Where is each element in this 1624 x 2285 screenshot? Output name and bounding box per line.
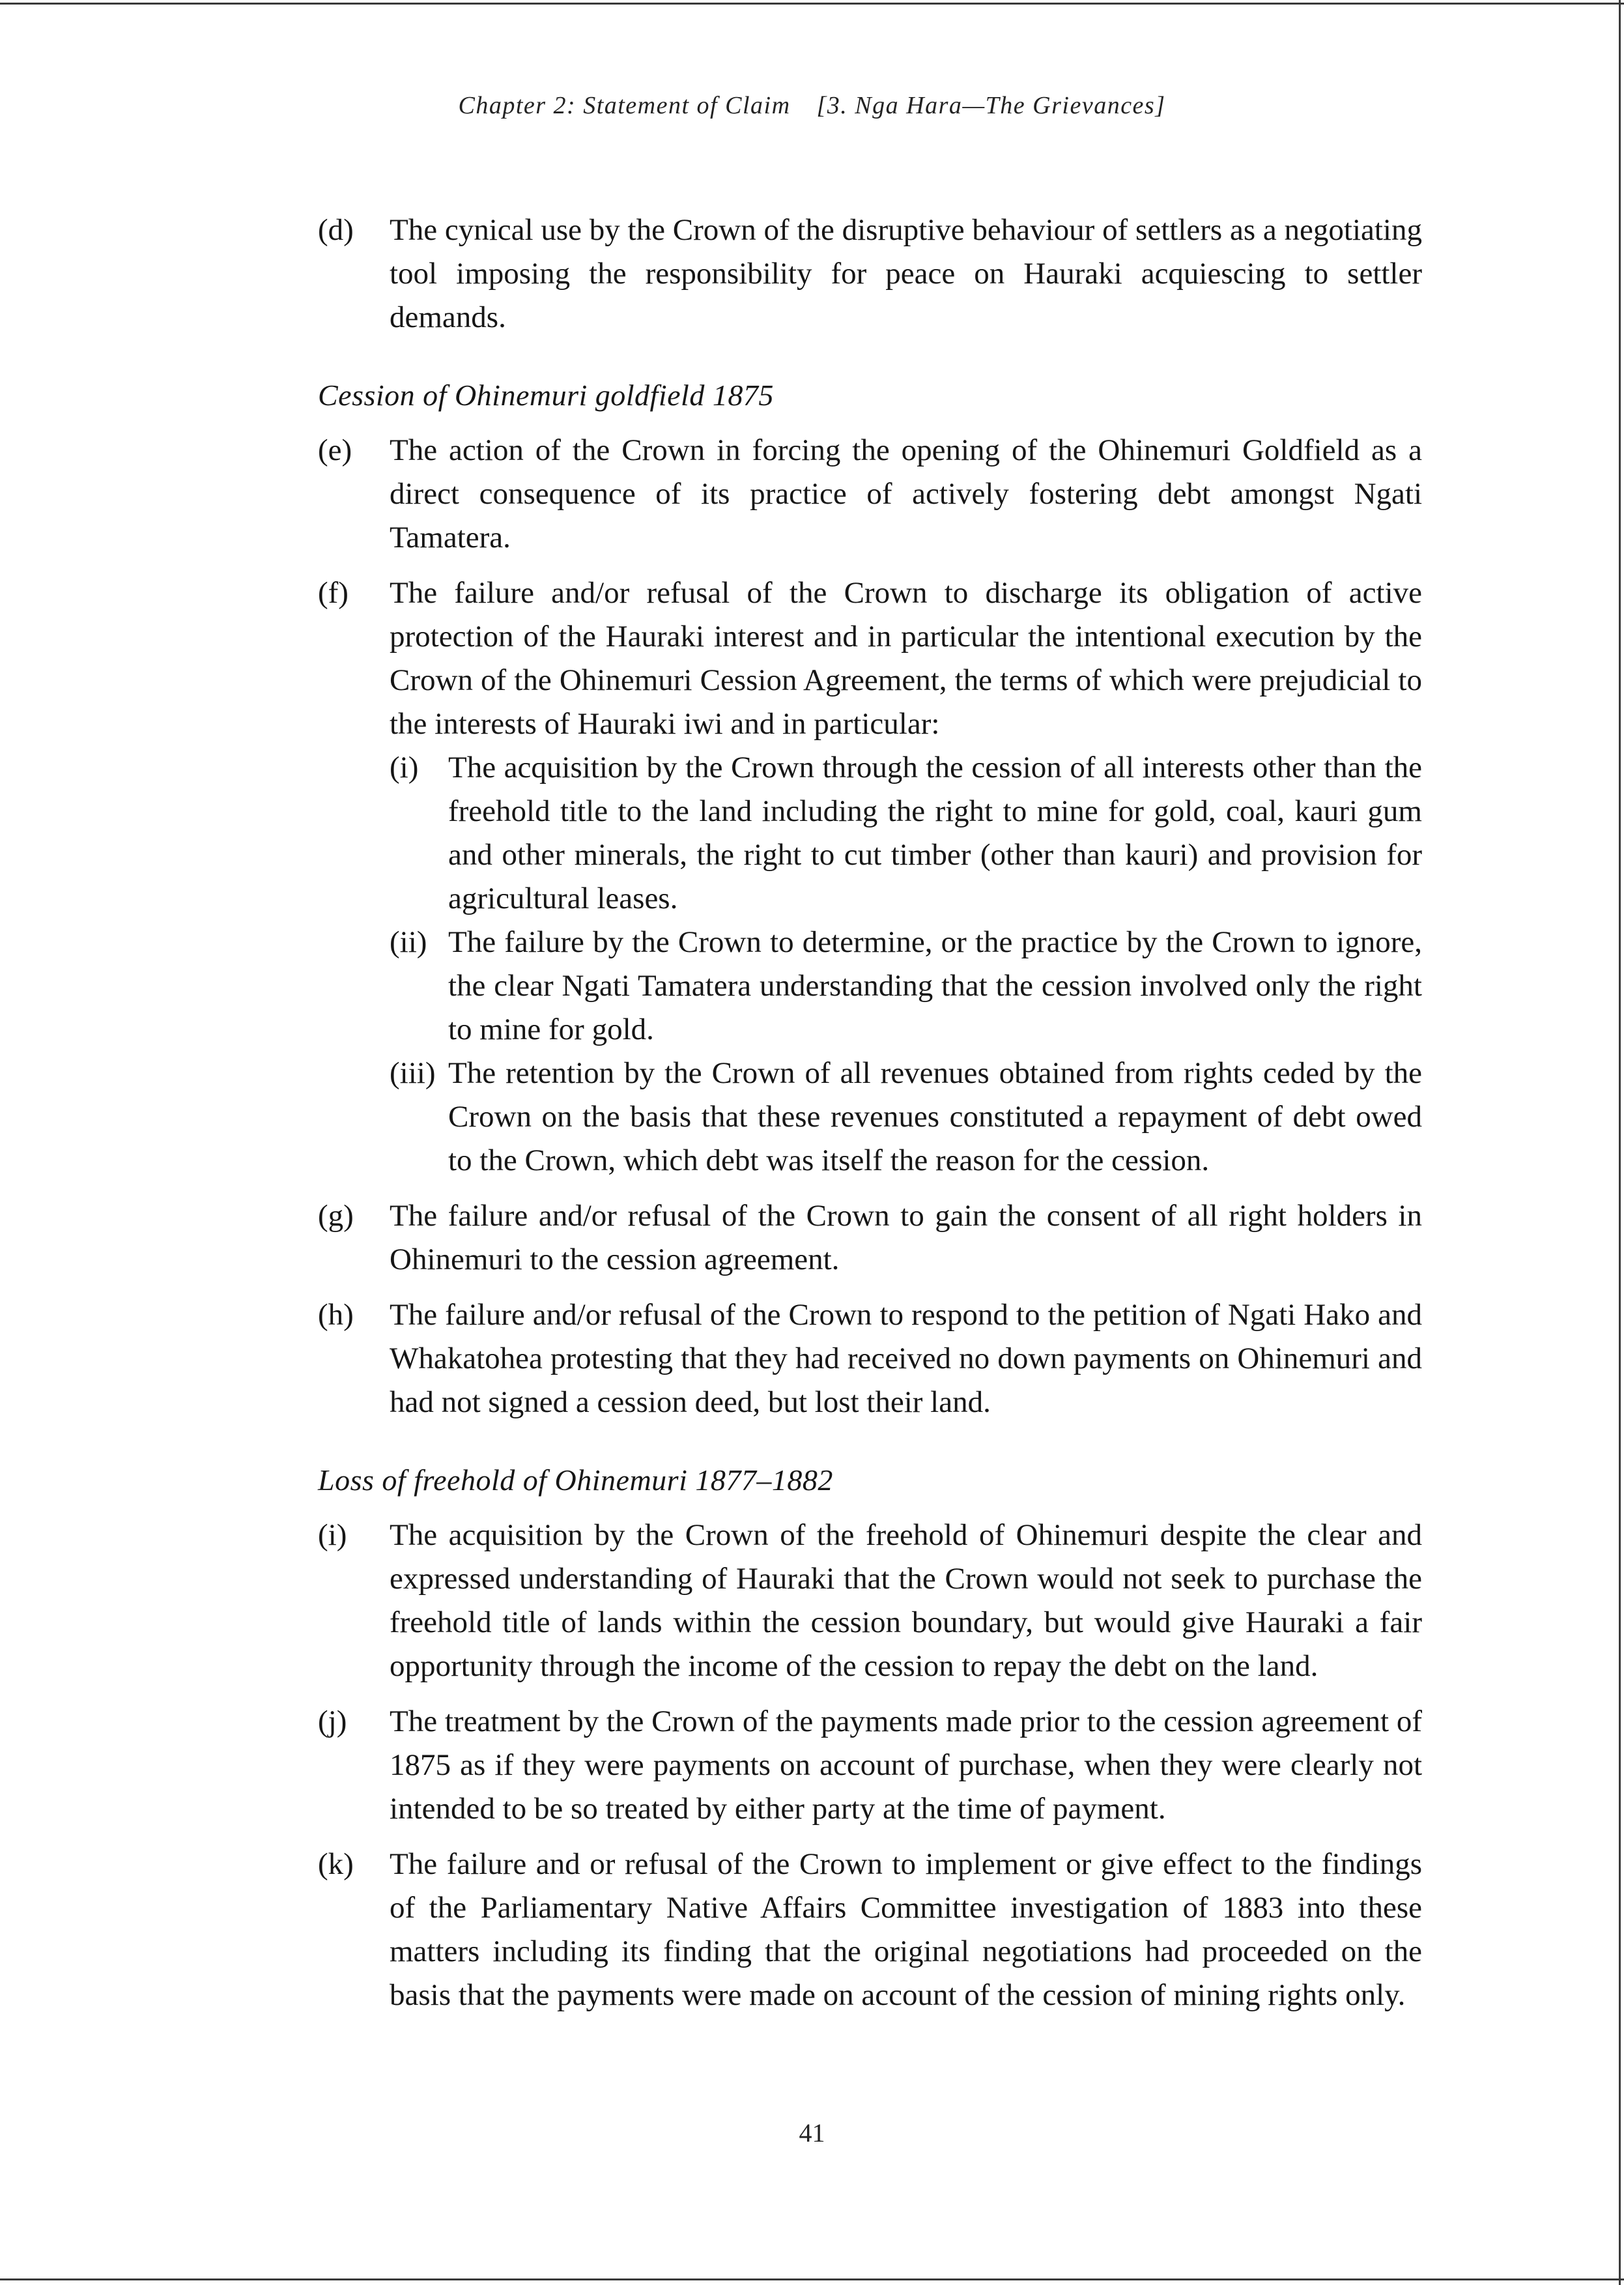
page-number: 41 xyxy=(799,2118,825,2148)
claim-item-text: The failure and/or refusal of the Crown to respond to the petition of Ngati Hako and Whakatohea protesting that they had received no down payments on Ohinemuri and had not signed a cession deed, but lost their land. xyxy=(390,1298,1422,1419)
claim-item-text: The failure and/or refusal of the Crown to discharge its obligation of active protection of the Hauraki interest and in particular the intentional execution by the Crown of the Ohinemuri Cession Agreement, the terms of which were prejudicial to the interests of Hauraki iwi and in particular: xyxy=(390,576,1422,741)
claim-item-text: The cynical use by the Crown of the disruptive behaviour of settlers as a negotiating tool imposing the responsibility for peace on Hauraki acquiescing to settler demands. xyxy=(390,213,1422,334)
claim-item-label: (h) xyxy=(318,1298,354,1332)
claim-item-label: (g) xyxy=(318,1199,354,1233)
claim-subitem-label: (i) xyxy=(390,751,419,784)
claim-item-text: The failure and/or refusal of the Crown to gain the consent of all right holders in Ohinemuri to the cession agreement. xyxy=(390,1199,1422,1276)
header-section: [3. Nga Hara—The Grievances] xyxy=(816,92,1166,119)
section-heading: Cession of Ohinemuri goldfield 1875 xyxy=(318,379,774,412)
claim-subitem xyxy=(390,1052,1422,1183)
scan-edge-bottom xyxy=(0,2278,1624,2280)
claim-item-text: The treatment by the Crown of the payments made prior to the cession agreement of 1875 as if they were payments on account of purchase, when they were clearly not intended to be so treated by either party at the time of payment. xyxy=(390,1704,1422,1826)
claim-sublist xyxy=(390,746,1422,1183)
claim-item xyxy=(318,1700,1422,1831)
claim-item xyxy=(318,1293,1422,1424)
claim-item-text: The failure and or refusal of the Crown to implement or give effect to the findings of the Parliamentary Native Affairs Committee investigation of 1883 into these matters including its finding that the original negotiations had proceeded on the basis that the payments were made on account of the cession of mining rights only. xyxy=(390,1847,1422,2012)
claim-item-label: (j) xyxy=(318,1704,347,1738)
claim-item-label: (k) xyxy=(318,1847,354,1881)
claim-subitem-text: The failure by the Crown to determine, or the practice by the Crown to ignore, the clear Ngati Tamatera understanding that the cession involved only the right to mine for gold. xyxy=(448,925,1422,1046)
claim-item xyxy=(318,208,1422,339)
claim-subitem-label: (ii) xyxy=(390,925,427,959)
claim-item xyxy=(318,1194,1422,1282)
running-header xyxy=(0,91,1624,120)
claim-item-text: The acquisition by the Crown of the freehold of Ohinemuri despite the clear and expressed understanding of Hauraki that the Crown would not seek to purchase the freehold title of lands within the cession boundary, but would give Hauraki a fair opportunity through the income of the cession to repay the debt on the land. xyxy=(390,1518,1422,1683)
claim-subitem xyxy=(390,746,1422,921)
claim-subitem-text: The acquisition by the Crown through the cession of all interests other than the freehold title to the land including the right to mine for gold, coal, kauri gum and other minerals, the right to cut timber (other than kauri) and provision for agricultural leases. xyxy=(448,751,1422,915)
scan-edge-right xyxy=(1619,0,1621,2285)
claim-item-label: (d) xyxy=(318,213,354,247)
claim-item-text: The action of the Crown in forcing the opening of the Ohinemuri Goldfield as a direct consequence of its practice of actively fostering debt amongst Ngati Tamatera. xyxy=(390,433,1422,554)
claim-item xyxy=(318,571,1422,1183)
claim-item xyxy=(318,1514,1422,1688)
document-body xyxy=(318,208,1422,2029)
claim-subitem xyxy=(390,921,1422,1052)
claim-item-label: (f) xyxy=(318,576,349,610)
claim-subitem-label: (iii) xyxy=(390,1056,436,1090)
scan-edge-top xyxy=(0,3,1624,5)
claim-item-label: (i) xyxy=(318,1518,347,1552)
section-heading: Loss of freehold of Ohinemuri 1877–1882 xyxy=(318,1463,833,1497)
claim-item xyxy=(318,1843,1422,2017)
claim-item-label: (e) xyxy=(318,433,352,467)
claim-subitem-text: The retention by the Crown of all revenues obtained from rights ceded by the Crown on the basis that these revenues constituted a repayment of debt owed to the Crown, which debt was itself the reason for the cession. xyxy=(448,1056,1422,1177)
claim-item xyxy=(318,429,1422,560)
header-chapter: Chapter 2: Statement of Claim xyxy=(458,92,791,119)
